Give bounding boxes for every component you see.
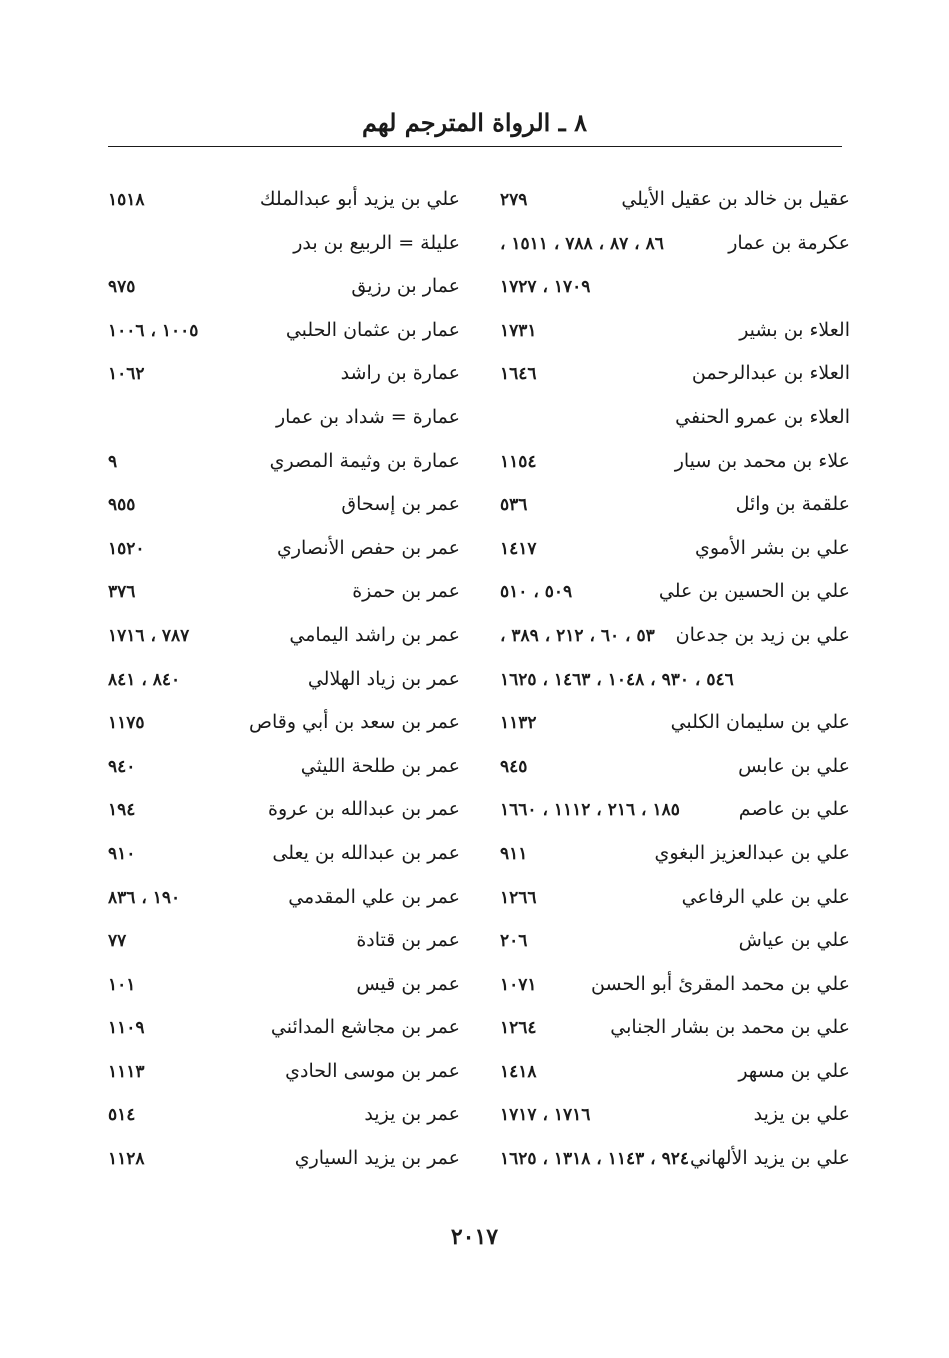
reference-numbers: ١٠٦٢ [108, 364, 145, 385]
narrator-name: علي بن يزيد أبو عبدالملك [259, 188, 460, 210]
reference-numbers: ٥٣٦ [500, 495, 528, 516]
reference-numbers: ١٦٤٦ [500, 364, 537, 385]
narrator-name: علي بن عياش [738, 929, 850, 952]
narrator-name: علي بن عبدالعزيز البغوي [654, 841, 850, 864]
narrator-name: العلاء بن عبدالرحمن [691, 362, 850, 385]
reference-numbers: ٩٥٥ [108, 495, 136, 516]
index-entry [100, 402, 460, 446]
narrator-name: علي بن محمد بن بشار الجنابي [610, 1016, 850, 1039]
narrator-name: علاء بن محمد بن سيار [674, 449, 850, 472]
narrator-name: عمر بن حفص الأنصاري [276, 536, 460, 559]
reference-numbers: ٥٣ ، ٦٠ ، ٢١٢ ، ٣٨٩ ، [500, 625, 655, 646]
reference-numbers: ٥٠٩ ، ٥١٠ [500, 582, 573, 603]
reference-numbers: ٨٤٠ ، ٨٤١ [108, 669, 181, 690]
narrator-name: عمار بن عثمان الحلبي [285, 318, 460, 341]
index-entry [100, 1056, 460, 1100]
index-entry [492, 271, 850, 315]
narrator-name: العلاء بن بشير [739, 318, 850, 341]
index-entry [100, 315, 460, 359]
reference-numbers: ٢٠٦ [500, 931, 528, 952]
narrator-name: علي بن يزيد الألهاني [690, 1147, 850, 1170]
index-entry [100, 1143, 460, 1187]
narrator-name: عمارة بن وثيمة المصري [269, 449, 460, 472]
narrator-name: عمر بن زياد الهلالي [307, 667, 460, 690]
index-entry [492, 358, 850, 402]
narrator-name: علي بن سليمان الكلبي [670, 711, 850, 734]
index-entry [492, 576, 850, 620]
reference-numbers: ٩١١ [500, 843, 528, 864]
reference-numbers: ٩٧٥ [108, 277, 136, 298]
reference-numbers: ١٨٥ ، ٢١٦ ، ١١١٢ ، ١٦٦٠ [500, 800, 680, 821]
index-entry [492, 751, 850, 795]
index-entry [492, 1012, 850, 1056]
narrator-name: علي بن مسهر [738, 1059, 850, 1082]
reference-numbers: ٩٤٠ [108, 756, 136, 777]
narrator-name: العلاء بن عمرو الحنفي [675, 405, 850, 428]
index-entry [100, 664, 460, 708]
narrator-name: عمر بن موسى الحادي [285, 1059, 460, 1082]
index-entry [492, 925, 850, 969]
reference-numbers: ١١١٣ [108, 1061, 145, 1082]
index-entry [492, 446, 850, 490]
index-entry [492, 1099, 850, 1143]
narrator-name: عمر بن سعد بن أبي وقاص [249, 711, 460, 734]
narrator-name: عمر بن علي المقدمي [288, 885, 460, 908]
index-entry [100, 446, 460, 490]
reference-numbers: ١١٧٥ [108, 713, 145, 734]
reference-numbers: ١٥١٨ [108, 190, 145, 210]
reference-numbers: ١٤١٨ [500, 1061, 537, 1082]
index-entry [492, 402, 850, 446]
reference-numbers: ١٠٠٥ ، ١٠٠٦ [108, 320, 199, 341]
narrator-name: علي بن علي الرفاعي [681, 885, 850, 908]
index-entry [100, 576, 460, 620]
narrator-name: عليلة = الربيع بن بدر [293, 231, 460, 254]
index-entry [100, 794, 460, 838]
index-entry [100, 489, 460, 533]
page-number: ٢٠١٧ [450, 1224, 499, 1250]
index-entry [492, 882, 850, 926]
reference-numbers: ١٢٦٦ [500, 887, 537, 908]
reference-numbers: ٨٦ ، ٨٧ ، ٧٨٨ ، ١٥١١ ، [500, 233, 664, 254]
reference-numbers: ٧٨٧ ، ١٧١٦ [108, 625, 190, 646]
reference-numbers: ٩ [108, 451, 118, 472]
reference-numbers: ٩٤٥ [500, 756, 528, 777]
narrator-name: عمر بن راشد اليمامي [289, 623, 460, 646]
index-entry [492, 184, 850, 228]
reference-numbers: ١٧١٦ ، ١٧١٧ [500, 1105, 591, 1126]
narrator-name: عمر بن عبدالله بن عروة [267, 798, 460, 821]
reference-numbers: ٢٧٩ [500, 190, 528, 210]
narrator-name: عمر بن طلحة الليثي [300, 754, 460, 777]
index-entry [100, 1012, 460, 1056]
narrator-name: علي بن زيد بن جدعان [675, 623, 850, 646]
narrator-name: عمر بن قيس [356, 972, 460, 995]
index-entry [100, 1099, 460, 1143]
narrator-name: علي بن يزيد [753, 1103, 850, 1126]
narrator-name: عمارة = شداد بن عمار [276, 405, 460, 428]
reference-numbers: ١٧٣١ [500, 320, 537, 341]
narrator-name: عمر بن حمزة [352, 580, 460, 603]
index-entry [492, 794, 850, 838]
index-entry [492, 1056, 850, 1100]
reference-numbers: ٥١٤ [108, 1105, 136, 1126]
index-entry [100, 882, 460, 926]
narrator-name: عقيل بن خالد بن عقيل الأيلي [621, 188, 850, 210]
reference-numbers: ١٤١٧ [500, 538, 537, 559]
reference-numbers: ١٠١ [108, 974, 136, 995]
narrator-name: عمر بن إسحاق [341, 493, 460, 516]
reference-numbers: ١٩٤ [108, 800, 136, 821]
narrator-name: عمر بن عبدالله بن يعلى [272, 841, 460, 864]
index-entry [492, 315, 850, 359]
page-header-title: ٨ ـ الرواة المترجم لهم [362, 108, 587, 137]
narrator-name: عمر بن يزيد [364, 1103, 460, 1126]
narrator-name: عمر بن يزيد السياري [294, 1147, 460, 1170]
narrator-name: عمارة بن راشد [340, 362, 460, 385]
narrator-name: عمر بن مجاشع المدائني [270, 1016, 460, 1039]
index-entry [100, 271, 460, 315]
index-entry [492, 489, 850, 533]
narrator-name: عمار بن رزيق [351, 275, 460, 298]
reference-numbers: ١٠٧١ [500, 974, 537, 995]
reference-numbers: ١٥٢٠ [108, 538, 145, 559]
index-entry [100, 228, 460, 272]
reference-numbers: ٥٤٦ ، ٩٣٠ ، ١٠٤٨ ، ١٤٦٣ ، ١٦٢٥ [500, 669, 734, 690]
reference-numbers: ١١٢٨ [108, 1149, 145, 1170]
index-entry [100, 620, 460, 664]
narrator-name: علي بن عابس [738, 754, 850, 777]
reference-numbers: ٩١٠ [108, 843, 136, 864]
reference-numbers: ١٢٦٤ [500, 1018, 537, 1039]
index-entry [492, 838, 850, 882]
narrator-name: علي بن بشر الأموي [694, 536, 850, 559]
index-entry [492, 707, 850, 751]
index-entry [492, 969, 850, 1013]
reference-numbers: ١١٣٢ [500, 713, 537, 734]
narrator-name: علي بن محمد المقرئ أبو الحسن [591, 972, 850, 995]
index-entry [100, 969, 460, 1013]
reference-numbers: ٧٧ [108, 931, 127, 952]
narrator-name: علي بن الحسين بن علي [658, 580, 850, 603]
index-entry [492, 664, 850, 708]
index-entry [100, 358, 460, 402]
reference-numbers: ١٩٠ ، ٨٣٦ [108, 887, 181, 908]
index-entry [492, 533, 850, 577]
reference-numbers: ١١٠٩ [108, 1018, 145, 1039]
reference-numbers: ٩٢٤ ، ١١٤٣ ، ١٣١٨ ، ١٦٢٥ [500, 1149, 689, 1170]
index-entry [492, 620, 850, 664]
narrator-name: علي بن عاصم [738, 798, 850, 821]
index-entry [100, 925, 460, 969]
index-entry [100, 533, 460, 577]
narrator-name: عمر بن قتادة [356, 929, 460, 952]
index-column-right [492, 184, 850, 1187]
narrator-name: علقمة بن وائل [735, 493, 850, 516]
index-column-left [100, 184, 460, 1187]
index-entry [492, 228, 850, 272]
reference-numbers: ٣٧٦ [108, 582, 136, 603]
header-divider [108, 146, 842, 147]
reference-numbers: ١٧٠٩ ، ١٧٢٧ [500, 277, 591, 298]
reference-numbers: ١١٥٤ [500, 451, 537, 472]
index-entry [100, 751, 460, 795]
index-entry [100, 838, 460, 882]
index-entry [100, 184, 460, 228]
index-entry [492, 1143, 850, 1187]
narrator-name: عكرمة بن عمار [728, 231, 850, 254]
index-entry [100, 707, 460, 751]
